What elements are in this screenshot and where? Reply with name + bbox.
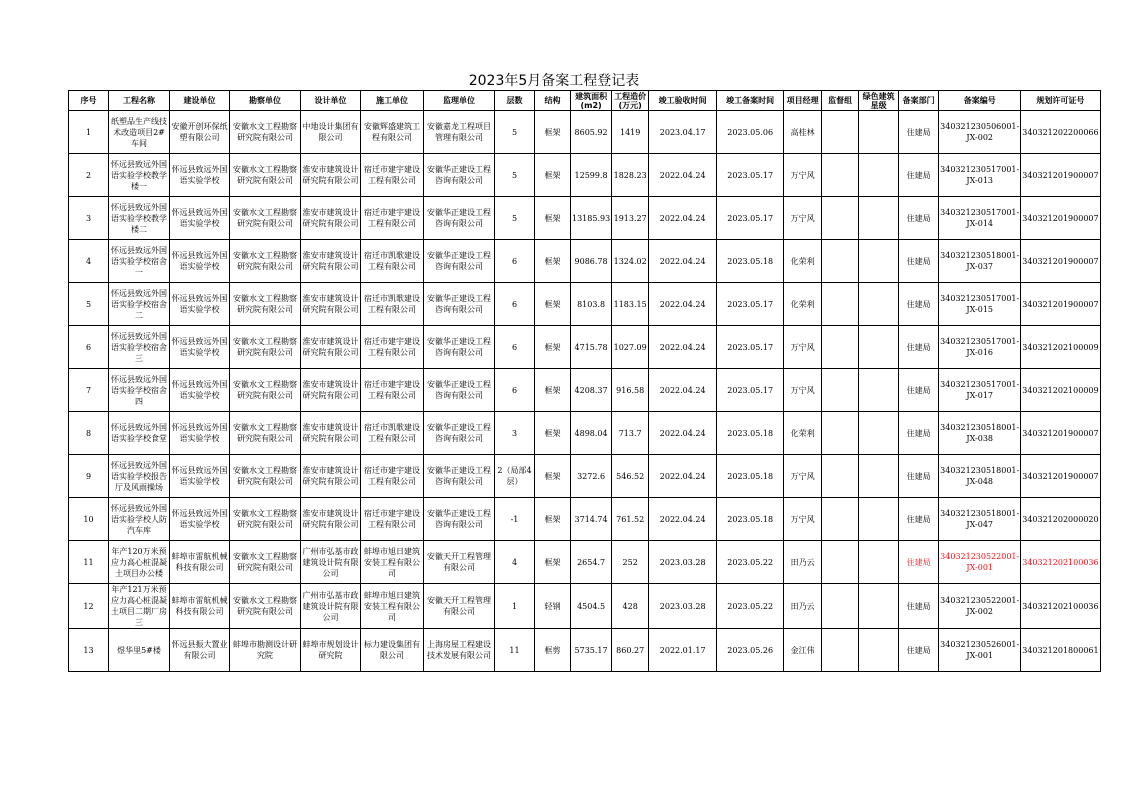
cell-no: 5 — [69, 283, 109, 326]
cell-floors: 1 — [495, 584, 535, 629]
cell-cost: 1183.15 — [612, 283, 649, 326]
cell-cost: 1828.23 — [612, 154, 649, 197]
cell-accept: 2023.03.28 — [649, 584, 717, 629]
cell-builder: 怀远县振大置业有限公司 — [170, 629, 230, 672]
cell-name: 煜华里5#楼 — [109, 629, 170, 672]
table-header — [69, 91, 1101, 111]
column-header-survey: 勘察单位 — [230, 91, 301, 111]
cell-manager: 金江伟 — [784, 629, 822, 672]
cell-cost: 252 — [612, 541, 649, 584]
table-row — [69, 326, 1101, 369]
cell-manager: 化荣利 — [784, 283, 822, 326]
cell-cost: 1027.09 — [612, 326, 649, 369]
cell-manager: 化荣利 — [784, 412, 822, 455]
cell-floors: 6 — [495, 240, 535, 283]
column-header-permit: 规划许可证号 — [1021, 91, 1100, 111]
cell-structure: 框架 — [535, 369, 571, 412]
cell-area: 2654.7 — [571, 541, 612, 584]
cell-supervise: 安徽华正建设工程咨询有限公司 — [424, 412, 495, 455]
cell-dept: 住建局 — [899, 369, 939, 412]
cell-permit: 340321201900007 — [1021, 412, 1100, 455]
cell-group — [822, 197, 859, 240]
cell-survey: 安徽水文工程勘察研究院有限公司 — [230, 412, 301, 455]
cell-manager: 化荣利 — [784, 240, 822, 283]
cell-name: 纸塑品生产线技术改造项目2#车间 — [109, 111, 170, 154]
cell-construct: 宿迁市建宇建设工程有限公司 — [361, 154, 424, 197]
cell-survey: 蚌埠市勘测设计研究院 — [230, 629, 301, 672]
cell-group — [822, 283, 859, 326]
cell-accept: 2022.04.24 — [649, 498, 717, 541]
cell-builder: 怀远县致远外国语实验学校 — [170, 240, 230, 283]
cell-structure: 框架 — [535, 283, 571, 326]
cell-area: 5735.17 — [571, 629, 612, 672]
cell-star — [859, 154, 899, 197]
cell-record: 340321230517001-JX-014 — [939, 197, 1021, 240]
column-header-builder: 建设单位 — [170, 91, 230, 111]
cell-supervise: 安徽华正建设工程咨询有限公司 — [424, 154, 495, 197]
cell-permit: 340321202100036 — [1021, 584, 1100, 629]
cell-manager: 高桂林 — [784, 111, 822, 154]
cell-structure: 框剪 — [535, 629, 571, 672]
cell-structure: 框架 — [535, 541, 571, 584]
cell-area: 9086.78 — [571, 240, 612, 283]
cell-no: 2 — [69, 154, 109, 197]
cell-star — [859, 541, 899, 584]
cell-name: 年产121万米预应力高心桩混凝土项目二期厂房三 — [109, 584, 170, 629]
table-row — [69, 111, 1101, 154]
cell-filed: 2023.05.22 — [717, 584, 784, 629]
cell-record: 340321230518001-JX-047 — [939, 498, 1021, 541]
cell-filed: 2023.05.17 — [717, 369, 784, 412]
cell-supervise: 安徽华正建设工程咨询有限公司 — [424, 369, 495, 412]
cell-manager: 田乃云 — [784, 584, 822, 629]
cell-group — [822, 369, 859, 412]
cell-cost: 713.7 — [612, 412, 649, 455]
cell-accept: 2022.04.24 — [649, 154, 717, 197]
cell-record: 340321230517001-JX-015 — [939, 283, 1021, 326]
cell-cost: 860.27 — [612, 629, 649, 672]
cell-builder: 安徽开创环保纸塑有限公司 — [170, 111, 230, 154]
column-header-cost: 工程造价(万元) — [612, 91, 649, 111]
cell-accept: 2023.03.28 — [649, 541, 717, 584]
cell-floors: 6 — [495, 326, 535, 369]
cell-no: 8 — [69, 412, 109, 455]
cell-supervise: 安徽天开工程管理有限公司 — [424, 541, 495, 584]
cell-cost: 1324.02 — [612, 240, 649, 283]
cell-filed: 2023.05.06 — [717, 111, 784, 154]
cell-no: 4 — [69, 240, 109, 283]
cell-name: 怀远县致远外国语实验学校宿舍四 — [109, 369, 170, 412]
cell-record: 340321230526001-JX-001 — [939, 629, 1021, 672]
cell-design: 淮安市建筑设计研究院有限公司 — [301, 412, 361, 455]
cell-dept: 住建局 — [899, 111, 939, 154]
cell-dept: 住建局 — [899, 584, 939, 629]
cell-filed: 2023.05.26 — [717, 629, 784, 672]
cell-builder: 怀远县致远外国语实验学校 — [170, 412, 230, 455]
cell-dept: 住建局 — [899, 326, 939, 369]
cell-supervise: 安徽华正建设工程咨询有限公司 — [424, 498, 495, 541]
cell-group — [822, 111, 859, 154]
column-header-dept: 备案部门 — [899, 91, 939, 111]
cell-area: 13185.93 — [571, 197, 612, 240]
cell-area: 3272.6 — [571, 455, 612, 498]
cell-survey: 安徽水文工程勘察研究院有限公司 — [230, 154, 301, 197]
cell-group — [822, 326, 859, 369]
cell-area: 4504.5 — [571, 584, 612, 629]
column-header-supervise: 监理单位 — [424, 91, 495, 111]
cell-manager: 万宁风 — [784, 455, 822, 498]
page-title: 2023年5月备案工程登记表 — [468, 73, 640, 89]
cell-star — [859, 412, 899, 455]
cell-survey: 安徽水文工程勘察研究院有限公司 — [230, 369, 301, 412]
cell-name: 怀远县致远外国语实验学校宿舍三 — [109, 326, 170, 369]
cell-dept: 住建局 — [899, 197, 939, 240]
cell-supervise: 安徽华正建设工程咨询有限公司 — [424, 326, 495, 369]
column-header-manager: 项目经理 — [784, 91, 822, 111]
cell-floors: 5 — [495, 154, 535, 197]
cell-group — [822, 455, 859, 498]
cell-star — [859, 455, 899, 498]
table-row — [69, 197, 1101, 240]
cell-floors: 5 — [495, 111, 535, 154]
cell-accept: 2022.04.24 — [649, 369, 717, 412]
cell-design: 淮安市建筑设计研究院有限公司 — [301, 154, 361, 197]
cell-record: 340321230522001-JX-001 — [939, 541, 1021, 584]
cell-builder: 蚌埠市雷航机械科技有限公司 — [170, 584, 230, 629]
cell-builder: 怀远县致远外国语实验学校 — [170, 283, 230, 326]
table-row — [69, 369, 1101, 412]
cell-design: 淮安市建筑设计研究院有限公司 — [301, 283, 361, 326]
cell-name: 怀远县致远外国语实验学校教学楼一 — [109, 154, 170, 197]
cell-builder: 怀远县致远外国语实验学校 — [170, 154, 230, 197]
cell-survey: 安徽水文工程勘察研究院有限公司 — [230, 283, 301, 326]
cell-supervise: 安徽华正建设工程咨询有限公司 — [424, 197, 495, 240]
cell-group — [822, 154, 859, 197]
cell-floors: 11 — [495, 629, 535, 672]
cell-group — [822, 498, 859, 541]
cell-record: 340321230517001-JX-017 — [939, 369, 1021, 412]
table-row — [69, 283, 1101, 326]
cell-floors: 4 — [495, 541, 535, 584]
cell-group — [822, 629, 859, 672]
column-header-record: 备案编号 — [939, 91, 1021, 111]
cell-supervise: 上海房屋工程建设技术发展有限公司 — [424, 629, 495, 672]
cell-star — [859, 283, 899, 326]
cell-permit: 340321201900007 — [1021, 283, 1100, 326]
cell-survey: 安徽水文工程勘察研究院有限公司 — [230, 326, 301, 369]
cell-survey: 安徽水文工程勘察研究院有限公司 — [230, 584, 301, 629]
cell-dept: 住建局 — [899, 240, 939, 283]
cell-structure: 框架 — [535, 197, 571, 240]
cell-cost: 1913.27 — [612, 197, 649, 240]
cell-structure: 框架 — [535, 498, 571, 541]
cell-builder: 怀远县致远外国语实验学校 — [170, 455, 230, 498]
cell-name: 怀远县致远外国语实验学校教学楼二 — [109, 197, 170, 240]
cell-record: 340321230506001-JX-002 — [939, 111, 1021, 154]
cell-dept: 住建局 — [899, 455, 939, 498]
cell-group — [822, 541, 859, 584]
cell-dept: 住建局 — [899, 629, 939, 672]
cell-record: 340321230518001-JX-038 — [939, 412, 1021, 455]
cell-structure: 框架 — [535, 412, 571, 455]
cell-cost: 916.58 — [612, 369, 649, 412]
registration-table — [68, 90, 1101, 672]
cell-group — [822, 240, 859, 283]
cell-no: 13 — [69, 629, 109, 672]
cell-name: 怀远县致远外国语实验学校食堂 — [109, 412, 170, 455]
cell-no: 7 — [69, 369, 109, 412]
column-header-accept: 竣工验收时间 — [649, 91, 717, 111]
column-header-group: 监督组 — [822, 91, 859, 111]
cell-permit: 340321202100009 — [1021, 369, 1100, 412]
cell-construct: 宿迁市建宇建设工程有限公司 — [361, 498, 424, 541]
cell-dept: 住建局 — [899, 412, 939, 455]
cell-builder: 怀远县致远外国语实验学校 — [170, 197, 230, 240]
cell-construct: 宿迁市建宇建设工程有限公司 — [361, 197, 424, 240]
cell-construct: 标力建设集团有限公司 — [361, 629, 424, 672]
cell-permit: 340321201900007 — [1021, 455, 1100, 498]
cell-star — [859, 584, 899, 629]
cell-filed: 2023.05.17 — [717, 154, 784, 197]
cell-manager: 万宁风 — [784, 369, 822, 412]
column-header-star: 绿色建筑星级 — [859, 91, 899, 111]
cell-design: 广州市弘基市政建筑设计院有限公司 — [301, 584, 361, 629]
cell-dept: 住建局 — [899, 154, 939, 197]
cell-dept: 住建局 — [899, 283, 939, 326]
cell-permit: 340321201900007 — [1021, 197, 1100, 240]
cell-record: 340321230518001-JX-048 — [939, 455, 1021, 498]
column-header-structure: 结构 — [535, 91, 571, 111]
cell-floors: 6 — [495, 283, 535, 326]
cell-builder: 怀远县致远外国语实验学校 — [170, 369, 230, 412]
table-row — [69, 154, 1101, 197]
cell-supervise: 安徽华正建设工程咨询有限公司 — [424, 455, 495, 498]
cell-name: 怀远县致远外国语实验学校人防汽车库 — [109, 498, 170, 541]
column-header-construct: 施工单位 — [361, 91, 424, 111]
cell-area: 3714.74 — [571, 498, 612, 541]
cell-construct: 安徽辉盛建筑工程有限公司 — [361, 111, 424, 154]
cell-structure: 框架 — [535, 111, 571, 154]
cell-filed: 2023.05.17 — [717, 283, 784, 326]
cell-construct: 蚌埠市旭日建筑安装工程有限公司 — [361, 584, 424, 629]
cell-filed: 2023.05.17 — [717, 197, 784, 240]
cell-permit: 340321202200066 — [1021, 111, 1100, 154]
cell-design: 淮安市建筑设计研究院有限公司 — [301, 326, 361, 369]
cell-structure: 轻钢 — [535, 584, 571, 629]
cell-survey: 安徽水文工程勘察研究院有限公司 — [230, 541, 301, 584]
cell-construct: 蚌埠市旭日建筑安装工程有限公司 — [361, 541, 424, 584]
cell-supervise: 安徽嘉龙工程项目管理有限公司 — [424, 111, 495, 154]
cell-permit: 340321201900007 — [1021, 154, 1100, 197]
cell-design: 淮安市建筑设计研究院有限公司 — [301, 369, 361, 412]
cell-construct: 宿迁市建宇建设工程有限公司 — [361, 326, 424, 369]
cell-floors: 5 — [495, 197, 535, 240]
table-row — [69, 541, 1101, 584]
column-header-no: 序号 — [69, 91, 109, 111]
cell-supervise: 安徽华正建设工程咨询有限公司 — [424, 240, 495, 283]
cell-name: 年产120万米预应力高心桩混凝土项目办公楼 — [109, 541, 170, 584]
cell-construct: 宿迁市建宇建设工程有限公司 — [361, 369, 424, 412]
cell-accept: 2022.04.24 — [649, 412, 717, 455]
cell-filed: 2023.05.18 — [717, 412, 784, 455]
column-header-filed: 竣工备案时间 — [717, 91, 784, 111]
cell-survey: 安徽水文工程勘察研究院有限公司 — [230, 240, 301, 283]
cell-accept: 2023.04.17 — [649, 111, 717, 154]
cell-structure: 框架 — [535, 455, 571, 498]
cell-no: 11 — [69, 541, 109, 584]
cell-record: 340321230517001-JX-016 — [939, 326, 1021, 369]
cell-floors: 2（局部4层） — [495, 455, 535, 498]
cell-manager: 万宁风 — [784, 498, 822, 541]
cell-accept: 2022.04.24 — [649, 197, 717, 240]
cell-survey: 安徽水文工程勘察研究院有限公司 — [230, 197, 301, 240]
cell-construct: 宿迁市凯歌建设工程有限公司 — [361, 283, 424, 326]
cell-survey: 安徽水文工程勘察研究院有限公司 — [230, 111, 301, 154]
column-header-floors: 层数 — [495, 91, 535, 111]
cell-star — [859, 197, 899, 240]
cell-cost: 761.52 — [612, 498, 649, 541]
cell-design: 淮安市建筑设计研究院有限公司 — [301, 240, 361, 283]
cell-builder: 怀远县致远外国语实验学校 — [170, 326, 230, 369]
column-header-name: 工程名称 — [109, 91, 170, 111]
cell-design: 广州市弘基市政建筑设计院有限公司 — [301, 541, 361, 584]
table-row — [69, 498, 1101, 541]
cell-structure: 框架 — [535, 240, 571, 283]
cell-star — [859, 111, 899, 154]
table-row — [69, 584, 1101, 629]
cell-star — [859, 369, 899, 412]
cell-area: 4898.04 — [571, 412, 612, 455]
cell-survey: 安徽水文工程勘察研究院有限公司 — [230, 455, 301, 498]
cell-area: 8103.8 — [571, 283, 612, 326]
cell-design: 淮安市建筑设计研究院有限公司 — [301, 455, 361, 498]
cell-name: 怀远县致远外国语实验学校报告厅及风雨操场 — [109, 455, 170, 498]
column-header-area: 建筑面积(m2) — [571, 91, 612, 111]
cell-filed: 2023.05.17 — [717, 326, 784, 369]
cell-floors: 6 — [495, 369, 535, 412]
cell-design: 淮安市建筑设计研究院有限公司 — [301, 498, 361, 541]
cell-structure: 框架 — [535, 154, 571, 197]
cell-permit: 340321202100036 — [1021, 541, 1100, 584]
cell-record: 340321230518001-JX-037 — [939, 240, 1021, 283]
cell-permit: 340321202100009 — [1021, 326, 1100, 369]
cell-design: 蚌埠市规划设计研究院 — [301, 629, 361, 672]
table-row — [69, 455, 1101, 498]
cell-builder: 怀远县致远外国语实验学校 — [170, 498, 230, 541]
cell-supervise: 安徽天开工程管理有限公司 — [424, 584, 495, 629]
column-header-design: 设计单位 — [301, 91, 361, 111]
table-row — [69, 240, 1101, 283]
cell-record: 340321230522001-JX-002 — [939, 584, 1021, 629]
cell-construct: 宿迁市建宇建设工程有限公司 — [361, 455, 424, 498]
cell-accept: 2022.04.24 — [649, 240, 717, 283]
cell-accept: 2022.04.24 — [649, 283, 717, 326]
table-row — [69, 629, 1101, 672]
cell-supervise: 安徽华正建设工程咨询有限公司 — [424, 283, 495, 326]
cell-no: 1 — [69, 111, 109, 154]
cell-permit: 340321201800061 — [1021, 629, 1100, 672]
cell-manager: 田乃云 — [784, 541, 822, 584]
cell-construct: 宿迁市凯歌建设工程有限公司 — [361, 240, 424, 283]
cell-design: 中地设计集团有限公司 — [301, 111, 361, 154]
cell-dept: 住建局 — [899, 498, 939, 541]
cell-name: 怀远县致远外国语实验学校宿舍二 — [109, 283, 170, 326]
cell-design: 淮安市建筑设计研究院有限公司 — [301, 197, 361, 240]
cell-cost: 1419 — [612, 111, 649, 154]
cell-floors: 3 — [495, 412, 535, 455]
cell-group — [822, 412, 859, 455]
cell-dept: 住建局 — [899, 541, 939, 584]
cell-area: 8605.92 — [571, 111, 612, 154]
cell-manager: 万宁风 — [784, 326, 822, 369]
cell-permit: 340321201900007 — [1021, 240, 1100, 283]
cell-manager: 万宁风 — [784, 197, 822, 240]
cell-name: 怀远县致远外国语实验学校宿舍一 — [109, 240, 170, 283]
cell-no: 12 — [69, 584, 109, 629]
cell-survey: 安徽水文工程勘察研究院有限公司 — [230, 498, 301, 541]
cell-permit: 340321202000020 — [1021, 498, 1100, 541]
cell-star — [859, 240, 899, 283]
cell-accept: 2022.04.24 — [649, 326, 717, 369]
cell-cost: 428 — [612, 584, 649, 629]
cell-no: 10 — [69, 498, 109, 541]
cell-no: 6 — [69, 326, 109, 369]
cell-filed: 2023.05.18 — [717, 240, 784, 283]
cell-area: 12599.8 — [571, 154, 612, 197]
cell-manager: 万宁风 — [784, 154, 822, 197]
cell-star — [859, 498, 899, 541]
cell-cost: 546.52 — [612, 455, 649, 498]
cell-construct: 宿迁市凯歌建设工程有限公司 — [361, 412, 424, 455]
cell-no: 9 — [69, 455, 109, 498]
cell-record: 340321230517001-JX-013 — [939, 154, 1021, 197]
cell-no: 3 — [69, 197, 109, 240]
cell-filed: 2023.05.18 — [717, 498, 784, 541]
cell-accept: 2022.01.17 — [649, 629, 717, 672]
cell-structure: 框架 — [535, 326, 571, 369]
cell-builder: 蚌埠市雷航机械科技有限公司 — [170, 541, 230, 584]
cell-group — [822, 584, 859, 629]
cell-filed: 2023.05.18 — [717, 455, 784, 498]
cell-filed: 2023.05.22 — [717, 541, 784, 584]
cell-area: 4715.78 — [571, 326, 612, 369]
cell-floors: -1 — [495, 498, 535, 541]
cell-star — [859, 629, 899, 672]
cell-area: 4208.37 — [571, 369, 612, 412]
cell-star — [859, 326, 899, 369]
cell-accept: 2022.04.24 — [649, 455, 717, 498]
table-row — [69, 412, 1101, 455]
